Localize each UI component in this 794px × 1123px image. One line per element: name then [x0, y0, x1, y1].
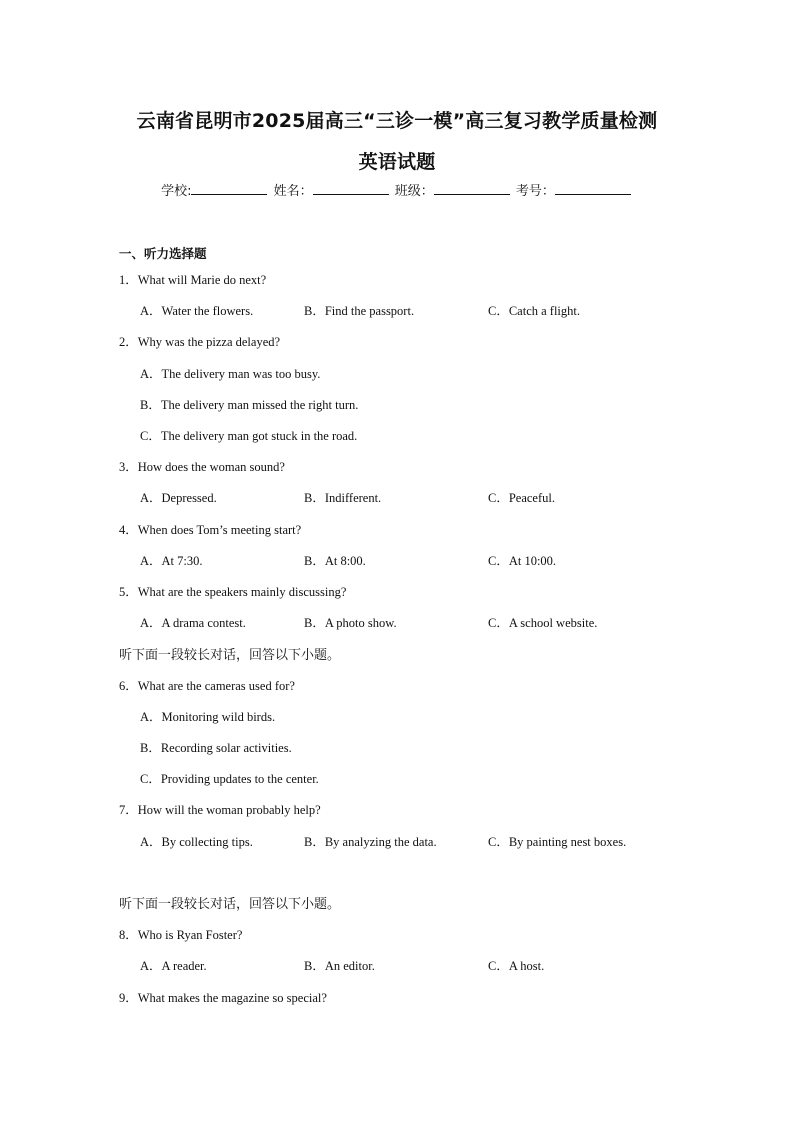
- instruction-text: 听下面一段较长对话，回答以下小题。: [119, 648, 341, 663]
- option-b: B．A photo show.: [304, 616, 397, 630]
- question-stem: 6．What are the cameras used for?: [119, 679, 295, 693]
- option-b: B．Recording solar activities.: [140, 741, 292, 755]
- exam-no-label: 考号：: [515, 184, 555, 199]
- option-a: A．By collecting tips.: [140, 835, 253, 849]
- class-blank[interactable]: [434, 182, 510, 195]
- section-heading: 一、听力选择题: [119, 246, 207, 261]
- option-c: C．At 10:00.: [488, 554, 557, 568]
- option-c: C．By painting nest boxes.: [488, 835, 627, 849]
- question-stem: 2．Why was the pizza delayed?: [119, 335, 281, 349]
- name-label: 姓名：: [273, 184, 313, 199]
- option-a: A．Depressed.: [140, 491, 217, 505]
- option-a: A．Water the flowers.: [140, 304, 254, 318]
- class-label: 班级：: [394, 184, 434, 199]
- option-a: A．Monitoring wild birds.: [140, 710, 276, 724]
- option-b: B．The delivery man missed the right turn.: [140, 398, 359, 412]
- option-b: B．At 8:00.: [304, 554, 366, 568]
- question-stem: 1．What will Marie do next?: [119, 273, 267, 287]
- question-stem: 4．When does Tom’s meeting start?: [119, 523, 302, 537]
- exam-title: 云南省昆明市2025届高三“三诊一模”高三复习教学质量检测: [136, 110, 658, 132]
- option-c: C．Providing updates to the center.: [140, 772, 319, 786]
- option-c: C．A school website.: [488, 616, 598, 630]
- option-b: B．An editor.: [304, 959, 375, 973]
- question-stem: 5．What are the speakers mainly discussing?: [119, 585, 347, 599]
- question-stem: 7．How will the woman probably help?: [119, 803, 321, 817]
- option-a: A．At 7:30.: [140, 554, 203, 568]
- option-c: C．Catch a flight.: [488, 304, 580, 318]
- option-b: B．Find the passport.: [304, 304, 415, 318]
- school-label: 学校:: [161, 184, 192, 199]
- option-c: C．Peaceful.: [488, 491, 555, 505]
- question-stem: 3．How does the woman sound?: [119, 460, 285, 474]
- option-a: A．A reader.: [140, 959, 207, 973]
- school-blank[interactable]: [191, 182, 267, 195]
- option-b: B．Indifferent.: [304, 491, 382, 505]
- option-a: A．A drama contest.: [140, 616, 246, 630]
- option-c: C．The delivery man got stuck in the road.: [140, 429, 358, 443]
- name-blank[interactable]: [313, 182, 389, 195]
- exam-subtitle: 英语试题: [358, 151, 436, 173]
- instruction-text: 听下面一段较长对话，回答以下小题。: [119, 897, 341, 912]
- question-stem: 8．Who is Ryan Foster?: [119, 928, 243, 942]
- question-stem: 9．What makes the magazine so special?: [119, 991, 327, 1005]
- exam-no-blank[interactable]: [555, 182, 631, 195]
- option-b: B．By analyzing the data.: [304, 835, 437, 849]
- option-a: A．The delivery man was too busy.: [140, 367, 321, 381]
- option-c: C．A host.: [488, 959, 545, 973]
- student-info-line: [0, 180, 794, 199]
